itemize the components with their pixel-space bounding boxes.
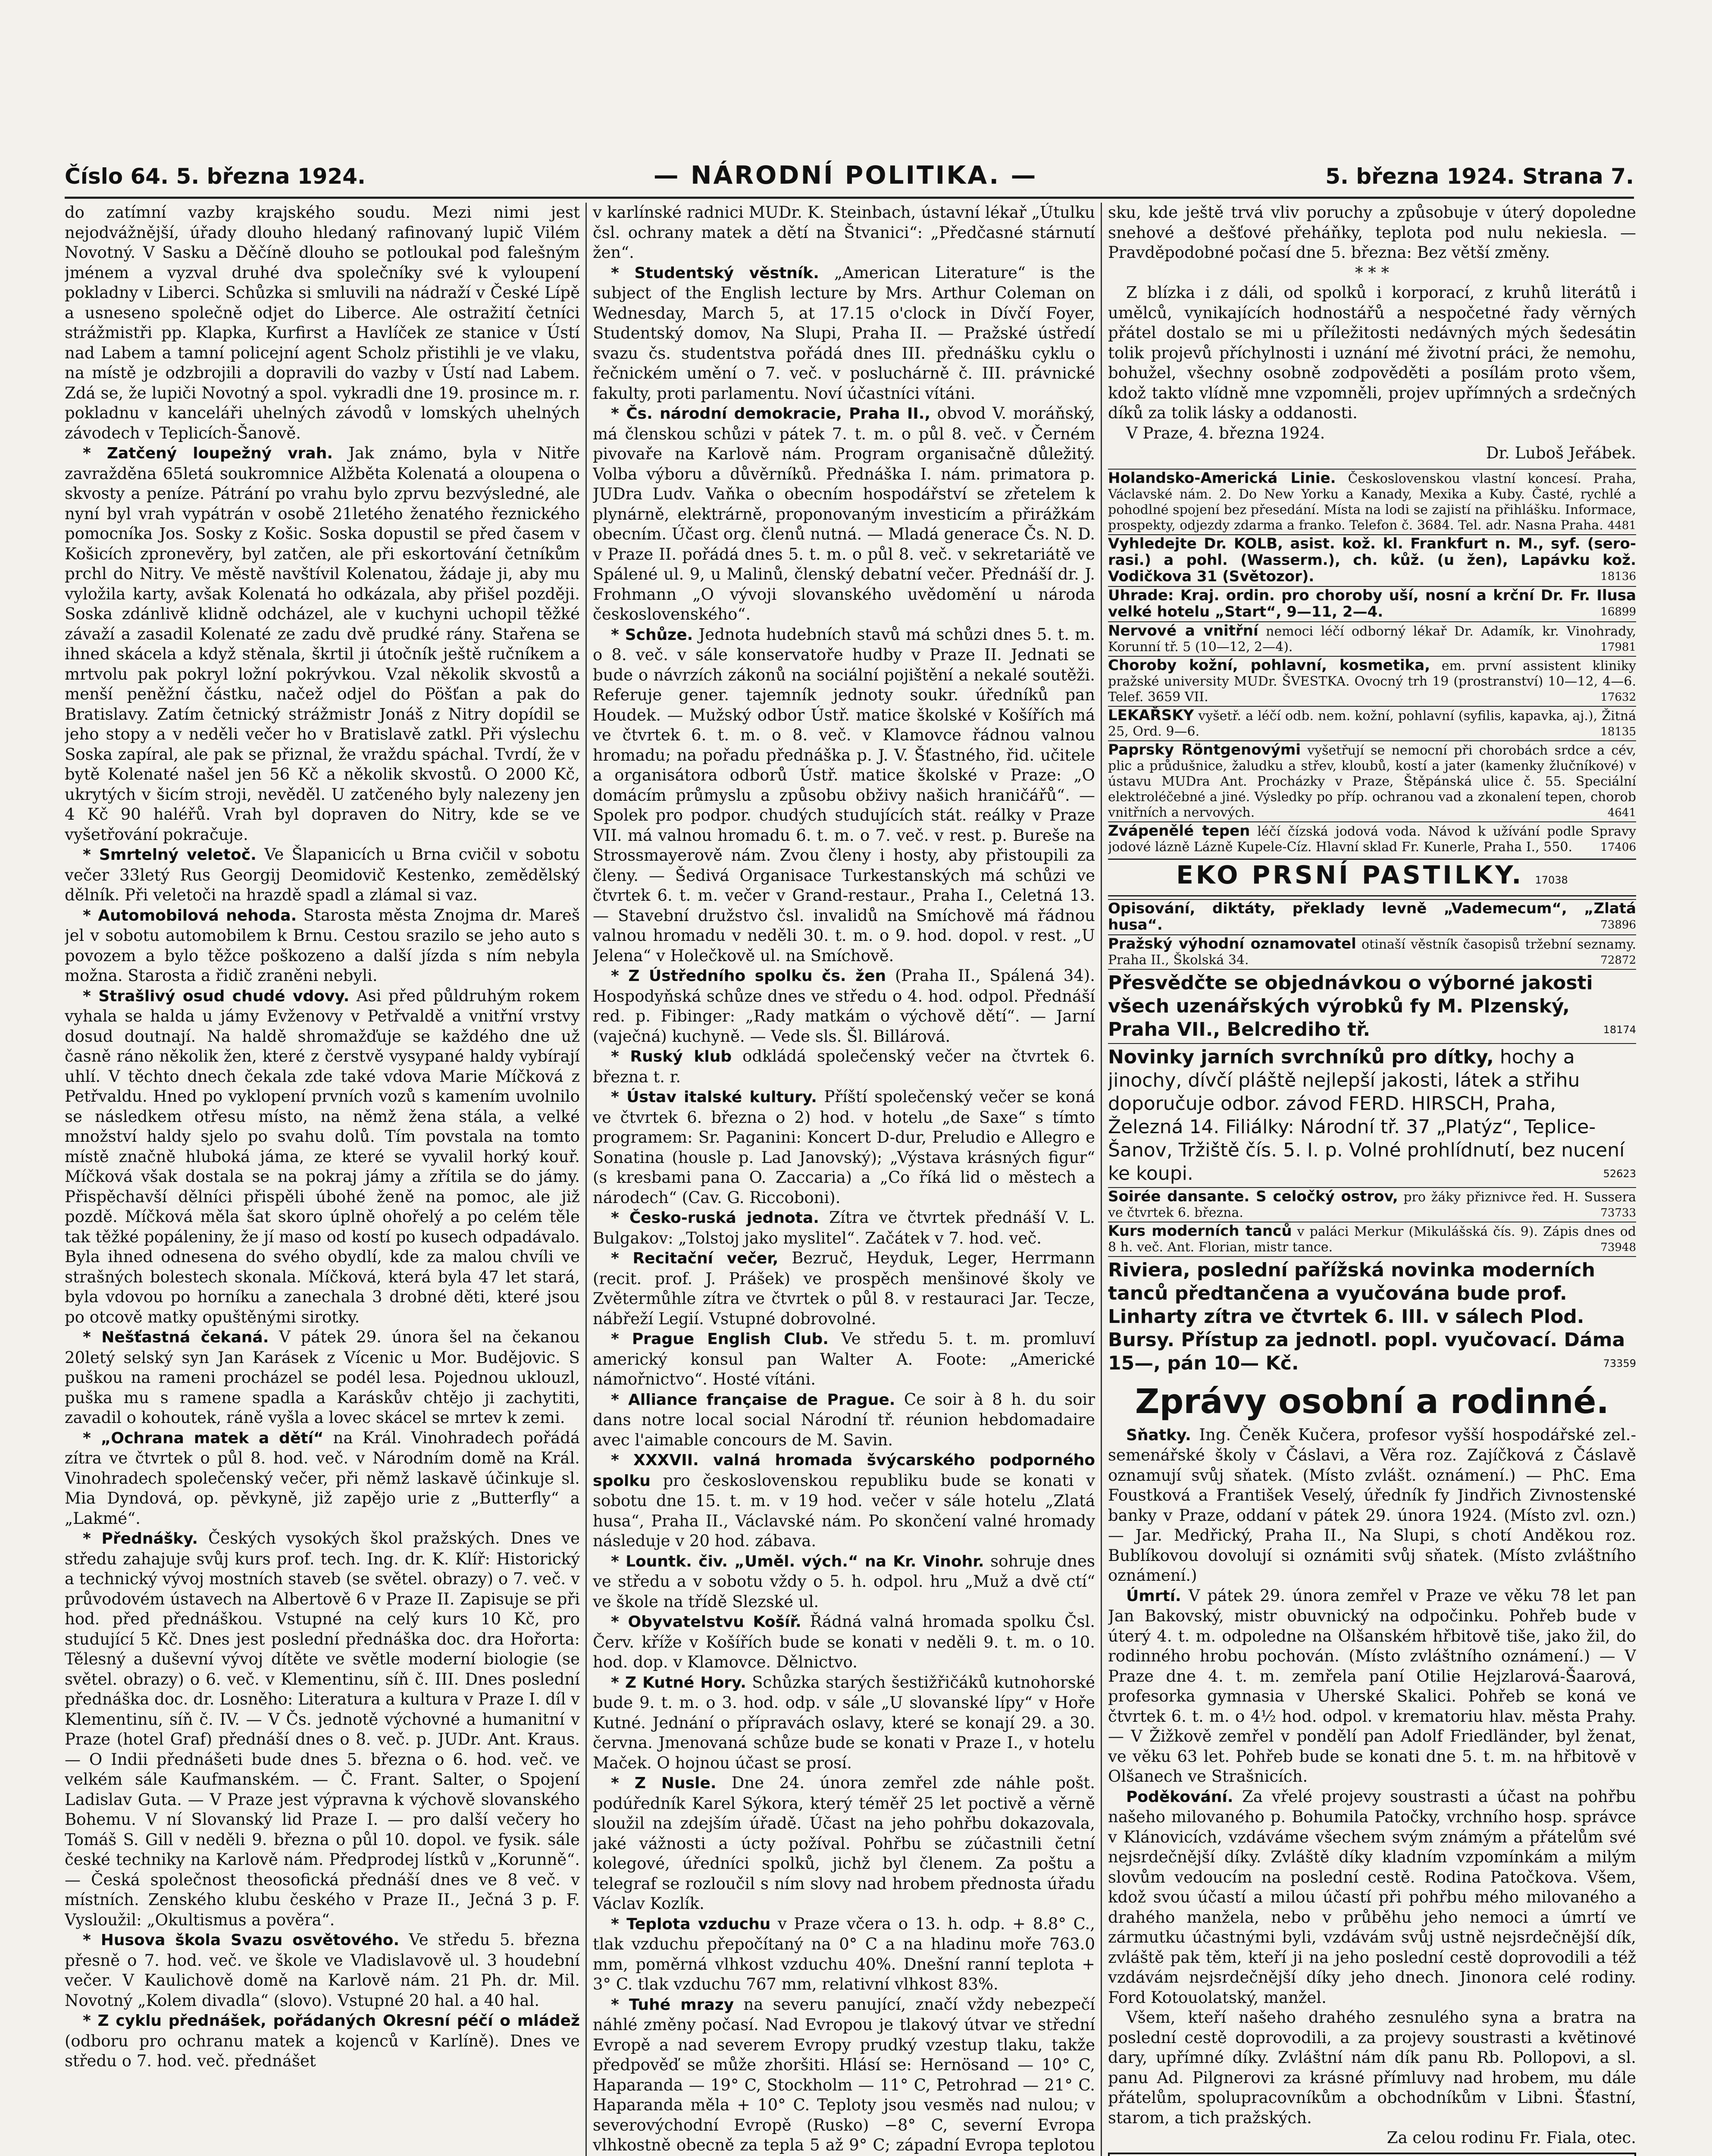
ad-heading: Opisování, diktáty, překlady levně „Vademecum“, „Zlatá husa“. [1108, 899, 1636, 934]
advert-number: 18174 [1603, 1023, 1636, 1036]
classified-ad [1108, 1222, 1636, 1256]
ad-heading: Holandsko-Americká Linie. [1108, 469, 1336, 487]
article-heading: * Automobilová nehoda. [83, 906, 297, 924]
ad-number: 17632 [1600, 690, 1636, 704]
advert-pastilky [1108, 859, 1636, 896]
ad-number: 73733 [1600, 1206, 1636, 1219]
classified-ads [1108, 1187, 1636, 1256]
classified-ad [1108, 534, 1636, 586]
article-heading: * Husova škola Svazu osvětového. [83, 1931, 400, 1949]
article-heading: * Z Kutné Hory. [611, 1673, 746, 1692]
article-text: „American Literature“ is the subject of the English lecture by Mrs. Arthur Coleman on Wednesday, March 5, at 17.15 o'clock in Dívčí Foyer, Studentský domov, Na Slupi, Praha II. — Pražské ústředí svazu čs. studentstva pořádá dnes III. přednášku cyklu o řečnickém umění o 7. več. v posluchárně č. III. právnické fakulty, proti parlamentu. Noví účastníci vítáni. [593, 263, 1095, 403]
article [593, 1390, 1095, 1451]
thanks-notice: Z blízka i z dáli, od spolků i korporací, z kruhů literátů i umělců, vynikajících hodnostářů a nespočetné řady věrných přátel dostalo se mi u příležitosti nedávných mých šedesátin tolik projevů příchylnosti i uznání mé životní práci, že nemohu, bohužel, všechny osobně zodpověděti a posílám proto všem, kdož takto vlídně mne vzpomněli, projev upřímných a srdečných díků za tolik lásky a oddanosti. [1108, 283, 1636, 422]
article-text: Ve středu 5. t. m. promluví americký konsul pan Walter A. Foote: „Americké námořnictvo“. Hosté vítáni. [593, 1329, 1095, 1388]
advert-text: Riviera, poslední pařížská novinka moderních tanců předtančena a vyučována bude prof. Linharty zítra ve čtvrtek 6. III. v sálech Plod. Bursy. Přístup za jednotl. popl. vyučovací. Dáma 15—, pán 10— Kč. [1108, 1259, 1625, 1374]
section-separator: * * * [1355, 263, 1390, 282]
article-heading: * Schůze. [611, 626, 693, 644]
classified-ad [1108, 899, 1636, 934]
article-heading: * Tuhé mrazy [611, 1996, 734, 2014]
article-heading: * Recitační večer, [611, 1250, 779, 1267]
advert-plzensky [1108, 969, 1636, 1043]
newspaper-title: — NÁRODNÍ POLITIKA. — [653, 160, 1038, 190]
ad-number: 17406 [1600, 840, 1636, 854]
classified-ad [1108, 740, 1636, 821]
article [593, 1450, 1095, 1551]
ad-number: 16899 [1600, 605, 1636, 618]
article-text: Dne 24. února zemřel zde náhle pošt. podúředník Karel Sýkora, který téměř 25 let poctivě a věrně sloužil na zdejším úřadě. Účast na jeho pohřbu dokazovala, jaké vážnosti a úcty požíval. Pohřbu se zúčastnili četní kolegové, úředníci spolků, jichž byl členem. Za poštu a telegraf se rozloučil s ním slovy nad hrobem přednosta úřadu Václav Kozlík. [593, 1774, 1095, 1913]
article [593, 1248, 1095, 1329]
classified-ad [1108, 706, 1636, 740]
ad-text: em. první assistent kliniky pražské university MUDr. ŠVESTKA. Ovocný trh 19 (prostranství) 10—12, 4—6. Telef. 3659 VII. [1108, 658, 1636, 705]
article [593, 1995, 1095, 2156]
classified-ad [1108, 1187, 1636, 1222]
ad-number: 18135 [1600, 725, 1636, 738]
article-text: obvod V. moráňský, má členskou schůzi v pátek 7. t. m. o půl 8. več. v Černém pivovaře na Karlově nám. Program organisačně důležitý. Volba výboru a důvěrníků. Přednáška I. nám. primatora p. JUDra Ludv. Vaňka o obecním hospodářství se zřetelem k plynárně, elektrárně, proponovaným investicím a přirážkám obecním. Účast org. členů nutná. — Mladá generace Čs. N. D. v Praze II. pořádá dnes 5. t. m. o půl 8. več. v sekretariátě ve Spálené ul. 9, u Malinů, členský debatní večer. Přednáší dr. J. Frohmann „O vývoji slovanského uvědomění u národa československého“. [593, 404, 1095, 624]
column-3 [1108, 203, 1636, 2156]
article [65, 986, 580, 1328]
article [1108, 1787, 1636, 2008]
article [593, 1551, 1095, 1612]
article-text: v Praze včera o 13. h. odp. + 8.8° C., tlak vzduchu přepočítaný na 0° C a na hladinu moře 763.0 mm, poměrná vlhkost vzduchu 40%. Dnešní ranní teplota + 3° C. tlak vzduchu 767 mm, relativní vlhkost 83%. [593, 1914, 1095, 1993]
ad-text: pro žáky přiznivce řed. H. Sussera ve čtvrtek 6. března. [1108, 1189, 1636, 1220]
article-text: Starosta města Znojma dr. Mareš jel v sobotu automobilem k Brnu. Cestou srazilo se jeho auto s povozem a bylo těžce poškozeno a další jízda s ním nebyla možna. Starosta a řidič zraněni nebyli. [65, 906, 580, 985]
article-text: Ing. Čeněk Kučera, profesor vyšší hospodářské zel.-semenářské školy v Čáslavi, a Věra roz. Zajíčková z Čáslavě oznamují svůj sňatek. (Místo zvlášt. oznámení.) — PhC. Ema Foustková a František Veselý, úředník fy Jindřich Zivnostenské banky v Praze, oddaní v pátek 29. února 1924. (Místo zvl. ozn.) — Jar. Medřický, Praha II., Na Slupi, s chotí Anděkou roz. Bublíkovou dovolují si oznámiti svůj sňatek. (Místo zvláštního oznámení.) [1108, 1425, 1636, 1585]
header-rule [65, 197, 1634, 199]
article-text: sku, kde ještě trvá vliv poruchy a způsobuje v úterý dopoledne snehové a dešťové přeháňky, teplota pod nulu nekiesla. — Pravděpodobné počasí dne 5. března: Bez větší změny. [1108, 203, 1636, 262]
classified-ads [1108, 899, 1636, 969]
ad-number: 4641 [1607, 806, 1636, 819]
article-heading: Úmrtí. [1126, 1587, 1181, 1605]
page-number: 5. března 1924. Strana 7. [1325, 164, 1634, 189]
advert-number: 73359 [1603, 1357, 1636, 1369]
article-text: v karlínské radnici MUDr. K. Steinbach, ústavní lékař „Útulku čsl. ochrany matek a dětí na Štvanici“: „Předčasné stárnutí žen“. [593, 203, 1095, 262]
ad-text: v paláci Merkur (Mikulášská čís. 9). Zápis dnes od 8 h. več. Ant. Florian, mistr tance. [1108, 1224, 1636, 1255]
page-header [65, 160, 1634, 195]
ad-text: nemoci léčí odborný lékař Dr. Adamík, kr. Vinohrady, Korunní tř. 5 (10—12, 2—4). [1108, 624, 1636, 655]
article-heading: * Zatčený loupežný vrah. [83, 445, 333, 462]
article-heading: * Teplota vzduchu [611, 1915, 771, 1933]
article-text: na severu panující, značí vždy nebezpečí náhlé změny počasí. Nad Evropou je tlakový útvar ve střední Evropě a nad severem Evropy prudký vzestup tlaku, takže předpověď se může zhoršiti. Hlásí se: Hernösand — 10° C, Haparanda — 19° C, Stockholm — 11° C, Petrohrad — 21° C. Haparanda měla + 10° C. Teploty jsou vesměs nad nulou; v severovýchodní Evropě (Rusko) −8° C, severní Evropa vlhkostně obecně za tepla 5 až 9° C; západní Evropa teplotou [593, 1995, 1095, 2154]
classified-ad [1108, 621, 1636, 656]
article [65, 443, 580, 845]
article [593, 1773, 1095, 1914]
article-heading: * Přednášky. [83, 1530, 198, 1548]
article-heading: * Z cyklu přednášek, pořádaných Okresní péčí o mládež [83, 2012, 580, 2030]
article [593, 1087, 1095, 1208]
ad-heading: Paprsky Röntgenovými [1108, 741, 1301, 758]
article-heading: * Lountk. čiv. „Uměl. vých.“ na Kr. Vinohr. [611, 1552, 984, 1570]
article-heading: * Studentský věstník. [611, 264, 819, 282]
article-text: (odboru pro ochranu matek a kojenců v Karlíně). Dnes ve středu o 7. hod. več. přednášet [65, 2031, 580, 2070]
article-heading: * Z Ústředního spolku čs. žen [611, 967, 886, 985]
classified-ad [1108, 586, 1636, 621]
advert-title: EKO PRSNÍ PASTILKY. [1176, 860, 1524, 890]
article [1108, 1425, 1636, 1586]
article-heading: * Z Nusle. [611, 1774, 717, 1792]
article-text: na Král. Vinohradech pořádá zítra ve čtvrtek o půl 8. hod. več. v Národním domě na Král. Vinohradech společenský večer, při němž laskavě účinkuje sl. Mia Dyndová, op. pěvkyně, již zapějo urie z „Butterfly“ a „Lakmé“. [65, 1428, 580, 1528]
article-text: Schůzka starých šestižřičáků kutnohorské bude 9. t. m. o 3. hod. odp. v sále „U slovanské lípy“ v Hoře Kutné. Jednání o přípravách oslavy, které se konají 29. a 30. června. Jmenovaná schůze bude se konati v Praze I., v hotelu Maček. O hojnou účast se prosí. [593, 1673, 1095, 1772]
ad-heading: Uhrade: Kraj. ordin. pro choroby uší, nosní a krční Dr. Fr. Ilusa velké hotelu „Start“, 9—11, 2—4. [1108, 586, 1636, 620]
ad-heading: Nervové a vnitřní [1108, 622, 1258, 639]
ad-text: Československou vlastní koncesí. Praha, Václavské nám. 2. Do New Yorku a Kanady, Mexika a Kuby. Časté, rychlé a pohodlné spojení bez přesedání. Místa na lodi se zajistí na přihlášku. Informace, prospekty, odjezdy zdarma a franko. Telefon č. 3684. Tel. adr. Nasna Praha. [1108, 471, 1636, 533]
article-heading: * Smrtelný veletoč. [83, 846, 257, 864]
ad-heading: Kurs moderních tanců [1108, 1222, 1292, 1240]
ad-number: 72872 [1600, 953, 1636, 967]
ad-heading: Zvápenělé tepen [1108, 822, 1250, 840]
article [593, 263, 1095, 404]
article-heading: * XXXVII. valná hromada švýcarského podporného spolku [593, 1451, 1095, 1490]
article [593, 1329, 1095, 1390]
article-heading: * „Ochrana matek a dětí“ [83, 1429, 324, 1447]
ad-heading: Vyhledejte Dr. KOLB, asist. kož. kl. Frankfurt n. M., syf. (sero-rasi.) a pohl. (Wasserm.), ch. kůž. (u žen), Lapávku kož. Vodičkova 31 (Světozor). [1108, 535, 1636, 585]
article-text: Ce soir à 8 h. du soir dans notre local social Národní tř. réunion hebdomadaire avec l'aimable concours de M. Savin. [593, 1390, 1095, 1449]
advert-text: Přesvědčte se objednávkou o výborné jakosti všech uzenářských výrobků fy M. Plzenský, Praha VII., Belcrediho tř. [1108, 971, 1593, 1040]
article-text: Asi před půldruhým rokem vyhala se halda u jámy Evženovy v Petřvaldě a vnitřní vrstvy dosud doutnají. Na haldě shromažďuje se každého dne už časně ráno několik žen, které z čerstvě vysypané haldy vybírají uhlí. V těchto dnech čekala zde také vdova Marie Míčková z Petřvaldu. Hned po vyklopení prvních vozů s kamením uvolnilo se následkem otřesu místo, na němž žena stála, a velké množství haldy sjelo po svahu dolů. Tím povstala na tomto místě značně hluboká jáma, ze které se vyvalil horký kouř. Míčková však dostala se na pokraj jámy a zřítila se do jámy. Přispěchavší dělníci přispěli úbohé ženě na pomoc, ale již pozdě. Míčková měla šat skoro úplně ohořelý a po celém těle tak těžké popáleniny, že jí maso od kostí po kusech odpadávalo. Byla ihned odnesena do svého obydlí, kde za malou chvíli ve strašných bolestech skonala. Míčková, která byla 47 let stará, byla vdovou po horníku a zanechala 3 drobné děti, které jsou po otcově matky opuštěnými sirotky. [65, 986, 580, 1326]
advert-hirsch [1108, 1043, 1636, 1187]
ad-heading: Choroby kožní, pohlavní, kosmetika, [1108, 656, 1430, 674]
advert-number: 52623 [1603, 1167, 1636, 1180]
advert-heading: Novinky jarních svrchníků pro dítky, [1108, 1046, 1494, 1068]
ad-heading: Soirée dansante. S celočký ostrov, [1108, 1188, 1398, 1205]
article-text: odkládá společenský večer na čtvrtek 6. března t. r. [593, 1047, 1095, 1086]
article [593, 1612, 1095, 1673]
article-text: Řádná valná hromada spolku Čsl. Červ. kříže v Košířích bude se konati v neděli 9. t. m. o 10. hod. dop. v Klamovce. Dělnictvo. [593, 1612, 1095, 1671]
article [593, 404, 1095, 625]
advert-number: 17038 [1535, 874, 1568, 886]
article-heading: * Strašlivý osud chudé vdovy. [83, 987, 350, 1005]
notice-signature: Dr. Luboš Jeřábek. [1486, 444, 1636, 462]
article [65, 906, 580, 986]
classified-ad [1108, 934, 1636, 969]
ad-number: 18136 [1600, 570, 1636, 583]
article-text: (Praha II., Spálená 34). Hospodyňská schůze dnes ve středu o 4. hod. odpol. Přednáší red. p. Fibinger: „Rady matkám o výchově dětí“. — Jarní (vaječná) kuchyně. — Vede sls. Šl. Billárová. [593, 966, 1095, 1046]
column-2 [593, 203, 1095, 2156]
section-title-personal: Zprávy osobní a rodinné. [1135, 1382, 1609, 1421]
classified-ads [1108, 469, 1636, 856]
article-text: do zatímní vazby krajského soudu. Mezi nimi jest nejodvážnější, úřady dlouho hledaný rafinovaný lupič Vilém Novotný. V Sasku a Děčíně dlouho se potloukal pod falešným jménem a vyzval druhé dva společníky své k vyloupení pokladny v Liberci. Schůzka si smluvili na nádraží v České Lípě a usneseno společně odjet do Liberce. Ale ostražití četníci strážmistři pp. Klapka, Kurfirst a Havlíček ze stanice v Ústí nad Labem a tamní policejní agent Scholz přistihli je ve vlaku, na místě je odzbrojili a dopravili do vazby v Ústí nad Labem. Zdá se, že lupiči Novotný a spol. vykradli dne 19. prosince m. r. pokladnu v kanceláři uhelných závodů v lomských uhelných závodech v Teplicích-Šanově. [65, 203, 580, 442]
article-text: Jednota hudebních stavů má schůzi dnes 5. t. m. o 8. več. v sále konservatoře hudby v Praze II. Jednati se bude o návrzích zákonů na sociální pojištění a nekalé soutěži. Referuje gener. tajemník jednoty soukr. úředníků pan Houdek. — Mužský odbor Ústř. matice školské v Košířích má ve čtvrtek 6. t. m. o 8. več. v Klamovce řádnou valnou hromadu; na pořadu přednáška p. J. V. Šťastného, řid. učitele a organisátora odborů Ústř. matice školské v Praze: „O domácím průmyslu a způsobu obživy našich hraničářů“. — Spolek pro podpor. chudých studujících stát. reálky v Praze VII. má valnou hromadu 6. t. m. o 7. več. v rest. p. Bureše na Strossmayerově nám. Zvou členy i hosty, aby přistoupili za členy. — Šedivá Organisace Turkestanských má schůzi ve čtvrtek 6. t. m. večer v Grand-restaur., Praha I., Celetná 13. — Stavební družstvo čsl. invalidů na Smíchově má řádnou valnou hromadu v neděli 30. t. m. o 9. hod. dopol. v rest. „U Jelena“ v Holečkově ul. na Smíchově. [593, 625, 1095, 965]
article-text: Za vřelé projevy soustrasti a účast na pohřbu našeho milovaného p. Bohumila Patočky, vrchního hosp. správce v Klánovicích, vzdáváme všechem svým známým a přátelům své nejsrdečnější díky. Zvláště díky kladním vzpomínkám a milým slovům vedoucím na poslední cestě. Rodina Patočkova. Všem, kdož svou účastí a milou účastí při pohřbu mého milovaného a drahého manžela, nebo v průběhu jeho nemoci a úmrtí ve zármutku účastnými byli, vzdávám svůj ustně nejsrdečnější dík, zvláště pak těm, kteří ji na jeho poslední cestě doprovodili a též vzdávám nejsrdečnější díky jeho dnech. Jinonora celé rodiny. Ford Kotouolatský, manžel. [1108, 1787, 1636, 2007]
article-text: sohruje dnes ve středu a v sobotu vždy o 5. h. odpol. hru „Muž a dvě ctí“ ve škole na třídě Slezské ul. [593, 1551, 1095, 1611]
article [593, 625, 1095, 966]
article [593, 966, 1095, 1047]
article-text: Ve středu 5. března přesně o 7. hod. več. ve škole ve Vladislavově ul. 3 houdební večer. V Kaulichově domě na Karlově nám. 21 Ph. dr. Mil. Novotný „Kolem divadla“ (slovo). Vstupné 20 hal. a 40 hal. [65, 1930, 580, 2010]
ad-text: otinaší věstník časopisů tržební seznamy. Praha II., Školská 34. [1108, 937, 1636, 968]
article [65, 1428, 580, 1529]
article-text: Všem, kteří našeho drahého zesnulého syna a bratra na poslední cestě doprovodili, a za projevy soustrasti a květinové dary, upřímné díky. Zvláštní nám dík panu Rb. Pollopovi, a sl. panu Ad. Pilgnerovi za krásné přímluvy nad hrobem, mu dále přátelům, spolupracovníkům a obchodníkům v Libni. Šťastní, starom, a tich pražských. [1108, 2008, 1636, 2127]
article-heading: * Ústav italské kultury. [611, 1088, 817, 1106]
article [1108, 1586, 1636, 1787]
article-heading: * Ruský klub [611, 1048, 732, 1065]
article-text: V pátek 29. února zemřel v Praze ve věku 78 let pan Jan Bakovský, mistr obuvnický na odpočinku. Pohřeb bude v úterý 4. t. m. odpoledne na Olšanském hřbitově tiše, jako žil, do rodinného hrobu pochován. (Místo zvláštního oznámení.) — V Praze dne 4. t. m. zemřela paní Otilie Hejzlarová-Šaarová, profesorka gymnasia v Uherské Skalici. Pohřeb se koná ve čtvrtek 6. t. m. o 4½ hod. odpol. v krematoriu hlav. města Prahy. — V Žižkově zemřel v pondělí pan Adolf Friedländer, byl ženat, ve věku 63 let. Pohřeb bude se konati dne 5. t. m. na hřbitově v Olšanech ve Strašnicích. [1108, 1586, 1636, 1786]
notice-place-date: V Praze, 4. března 1924. [1126, 423, 1325, 442]
ad-number: 73896 [1600, 918, 1636, 931]
article-text: Jak známo, byla v Nitře zavražděna 65letá soukromnice Alžběta Kolenatá a oloupena o skvosty a peníze. Pátrání po vrahu bylo zprvu bezvýsledné, ale nyní byl vrah vypátrán v osobě 21letého ženatého řeznického pomocníka Jos. Sosky z Košic. Soska dopustil se před časem v Košicích zpronevěry, byl zatčen, ale při eskortování četníkům prchl do Nitry. Ve městě navštívil Kolenatou, žádaje ji, aby mu vyložila karty, avšak Kolenatá ho odkázala, aby přišel později. Soska zdánlivě klidně odcházel, ale v kuchyni uchopil těžké závaží a zasadil Kolenaté ze zadu dvě prudké rány. Stařena se ihned skácela a když stěnala, škrtil ji útočník ještě ručníkem a mrtvolu pak pokryl ložní pokrývkou. Vzal několik skvostů a menší peněžní částku, načež odjel do Pöšťan a pak do Bratislavy. Zatím četnický strážmistr Jonáš z Nitry dopídil se jeho stopy a v neděli večer ho v Bratislavě zatkl. Při výslechu Soska zapíral, ale pak se přiznal, že vraždu spáchal. Tvrdí, že v bytě Kolenaté našel jen 56 Kč a několik skvostů. O 2000 Kč, ukrytých v šicím stroji, nevěděl. U zatčeného byly nalezeny jen 4 Kč 90 haléřů. Vrah byl dopraven do Nitry, kde se ve vyšetřování pokračuje. [65, 444, 580, 844]
column-1 [65, 203, 580, 2156]
article [65, 845, 580, 906]
ad-text: léčí čízská jodová voda. Návod k užívání podle Spravy jodové lázně Lázně Kupele-Cíz. Hlavní sklad Fr. Kunerle, Praha I., 550. [1108, 824, 1636, 855]
article [593, 1914, 1095, 1995]
ad-text: vyšetř. a léčí odb. nem. kožní, pohlavní (syfilis, kapavka, aj.), Žitná 25, Ord. 9—6. [1108, 708, 1636, 739]
column-divider [1101, 203, 1102, 2156]
article [65, 2011, 580, 2071]
article [593, 1047, 1095, 1087]
article [593, 1673, 1095, 1774]
article-heading: * Česko-ruská jednota. [611, 1209, 819, 1227]
article-text: Ve Šlapanicích u Brna cvičil v sobotu večer 33letý Rus Georgij Deomidovič Kestenko, zemědělský dělník. Při veletoči na hrazdě spadl a zlámal si vaz. [65, 845, 580, 904]
classified-ad [1108, 656, 1636, 706]
issue-date: Číslo 64. 5. března 1924. [65, 164, 366, 189]
article-heading: * Alliance française de Prague. [611, 1391, 895, 1409]
ad-heading: Pražský výhodní oznamovatel [1108, 935, 1356, 953]
ad-number: 17981 [1600, 640, 1636, 654]
article-text: Příští společenský večer se koná ve čtvrtek 6. března o 2) hod. v hotelu „de Saxe“ s tímto programem: Sr. Paganini: Koncert D-dur, Preludio e Allegro e Sonatina (housle p. Lad Janovský); „Výstava krásných figur“ (s kresbami pana O. Zaccaria) a „Co říká lid o městech a národech“ (Cav. G. Riccoboni). [593, 1087, 1095, 1207]
article-heading: * Prague English Club. [611, 1330, 829, 1348]
ad-heading: LEKAŘSKY [1108, 706, 1194, 724]
notice-signature: Za celou rodinu Fr. Fiala, otec. [1387, 2128, 1636, 2147]
ad-text: vyšetřují se nemocní při chorobách srdce a cév, plic a průdušnice, žaludku a střev, kloubů, kostí a jater (kamenky žlučníkové) v ústavu MUDra Ant. Procházky v Praze, Štěpánská ulice č. 55. Speciální elektroléčebné a jiné. Výsledky po příp. ochranou vad a zkonalení tepen, chorob vnitřních a nervových. [1108, 743, 1636, 820]
film-section [1108, 2153, 1636, 2156]
article-text: Českých vysokých škol pražských. Dnes ve středu zahajuje svůj kurs prof. tech. Ing. dr. K. Klíř: Historický a technický vývoj mostních staveb (se světel. obrazy) o 7. več. v průvodovém ústavech na Albertově 6 v Praze II. Zapisuje se při hod. před přednáškou. Vstupné na celý kurs 10 Kč, pro studující 5 Kč. Dnes jest poslední přednáška doc. dra Hořorta: Tělesný a duševní vývoj dítěte ve světle moderní biologie (se světel. obrazy) o 6. več. v Klementinu, síň č. III. Dnes poslední přednáška doc. dr. Losněho: Literatura a kultura v Praze I. díl v Klementinu, síň č. IV. — V Čs. jednotě výchovné a humanitní v Praze (hotel Graf) přednáší dnes o 8. več. p. JUDr. Ant. Kraus. — O Indii přednášeti bude dnes 5. března o 6. hod. več. ve velkém sále Kaufmanském. — Č. Frant. Salter, o Spojení Ladislav Guta. — V Praze jest výpravna k výchově slovanského Bohemu. V ní Slovanský lid Praze I. — pro další večery ho Tomáš S. Gill v neděli 9. března o půl 10. dopol. ve fysik. sále české techniky na Karlově nám. Předprodej lístků v „Korunně“. — Česká společnost theosofická přednáší dnes ve 8 več. v místních. Zenského klubu českého v Praze II., Ječná 3 p. F. Vysloužil: „Okultismus a pověra“. [65, 1529, 580, 1929]
advert-text: hochy a jinochy, dívčí pláště nejlepší jakosti, látek a střihu doporučuje odbor. závod FERD. HIRSCH, Praha, Železná 14. Filiálky: Národní tř. 37 „Platýz“, Teplice-Šanov, Tržiště čís. 5. I. p. Volné prohlídnutí, bez nucení ke koupi. [1108, 1046, 1625, 1185]
article-heading: * Nešťastná čekaná. [83, 1329, 269, 1346]
ad-number: 73948 [1600, 1241, 1636, 1254]
article-heading: * Obyvatelstvu Košíř. [611, 1613, 801, 1631]
article [65, 1327, 580, 1428]
article-text: pro československou republiku bude se konati v sobotu dne 15. t. m. v 19 hod. večer v sále hotelu „Zlatá husa“, Praha II., Václavské nám. Po skončení valné hromady následuje v 20 hod. zábava. [593, 1471, 1095, 1550]
classified-ad [1108, 469, 1636, 534]
article-text: Bezruč, Heyduk, Leger, Herrmann (recit. prof. J. Prášek) ve prospěch menšinové školy ve Zvětermůhle zítra ve čtvrtek o půl 8. v restauraci Jar. Tecze, nábřeží Legií. Vstupné dobrovolné. [593, 1249, 1095, 1328]
article [593, 1208, 1095, 1248]
article-text: V pátek 29. února šel na čekanou 20letý selský syn Jan Karásek z Vícenic u Mor. Budějovic. S puškou na rameni procházel se podél lesa. Pojednou uklouzl, puška mu s ramene spadla a Karáskův chtějo ji zachytiti, zavadil o kohoutek, ráně vyšla a lovec skácel se mrtev k zemi. [65, 1328, 580, 1427]
article [65, 1529, 580, 1930]
article-text: Zítra ve čtvrtek přednáší V. L. Bulgakov: „Tolstoj jako myslitel“. Začátek v 7. hod. več. [593, 1208, 1095, 1247]
article-heading: Sňatky. [1126, 1426, 1191, 1444]
article [65, 1930, 580, 2011]
advert-riviera [1108, 1256, 1636, 1377]
column-divider [585, 203, 587, 2156]
article-heading: Poděkování. [1126, 1788, 1233, 1806]
article-heading: * Čs. národní demokracie, Praha II., [611, 405, 931, 423]
ad-number: 4481 [1607, 519, 1636, 532]
classified-ad [1108, 821, 1636, 856]
